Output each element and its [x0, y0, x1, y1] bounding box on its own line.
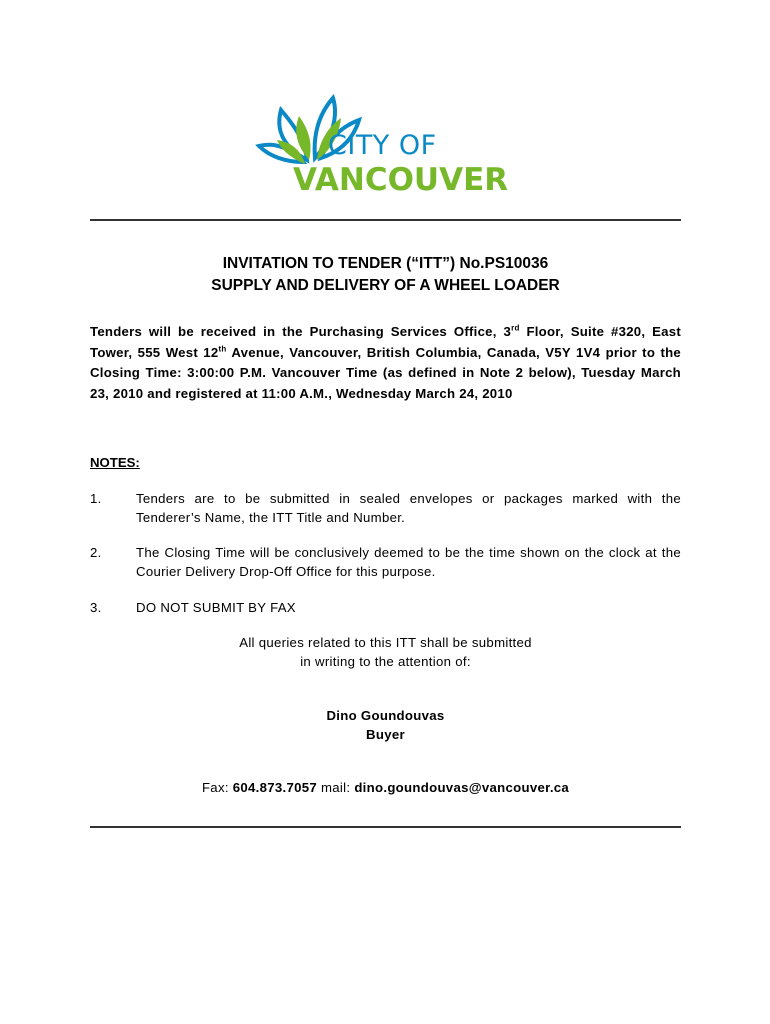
intro-text-part1: Tenders will be received in the Purchasing Services Office, 3 [90, 324, 512, 339]
tender-title: INVITATION TO TENDER (“ITT”) No.PS10036 [222, 255, 549, 272]
note-number: 2. [90, 545, 102, 560]
tender-intro-paragraph [90, 322, 681, 404]
intro-text-part3: Avenue, Vancouver, British Columbia, Canada, V5Y 1V4 prior to the Closing Time: 3:00:00 P.M. Vancouver Time (as defined in Note 2 below), Tuesday March 23, 2010 and registered at 11:00 A.M., Wednesday March 24, 2010 [90, 344, 681, 401]
intro-text-part2: Floor, Suite #320, East Tower, 555 West 12 [90, 324, 681, 360]
note-number: 3. [90, 600, 102, 615]
queries-line-1: All queries related to this ITT shall be submitted [239, 635, 532, 650]
contact-role: Buyer [366, 727, 405, 742]
tender-subtitle: SUPPLY AND DELIVERY OF A WHEEL LOADER [211, 277, 560, 294]
fax-number: 604.873.7057 [232, 780, 318, 795]
email-link[interactable]: dino.goundouvas@vancouver.ca [354, 780, 570, 795]
logo-vancouver-text: VANCOUVER [293, 162, 509, 198]
mail-label: mail: [317, 780, 355, 795]
contact-line [90, 778, 681, 797]
note-text: DO NOT SUBMIT BY FAX [136, 600, 296, 615]
note-text: Tenders are to be submitted in sealed envelopes or packages marked with the Tenderer’s Name, the ITT Title and Number. [136, 491, 681, 525]
top-divider [90, 219, 681, 221]
intro-superscript-rd: rd [511, 323, 520, 333]
bottom-divider [90, 826, 681, 828]
fax-label: Fax: [201, 780, 233, 795]
city-of-vancouver-logo [255, 88, 515, 200]
contact-name: Dino Goundouvas [326, 708, 445, 723]
notes-heading: NOTES: [90, 455, 140, 470]
intro-superscript-th: th [218, 344, 227, 354]
queries-line-2: in writing to the attention of: [300, 654, 471, 669]
note-number: 1. [90, 491, 102, 506]
logo-city-of-text: CITY OF [328, 130, 437, 161]
note-text: The Closing Time will be conclusively deemed to be the time shown on the clock at the Courier Delivery Drop-Off Office for this purpose. [136, 545, 681, 579]
